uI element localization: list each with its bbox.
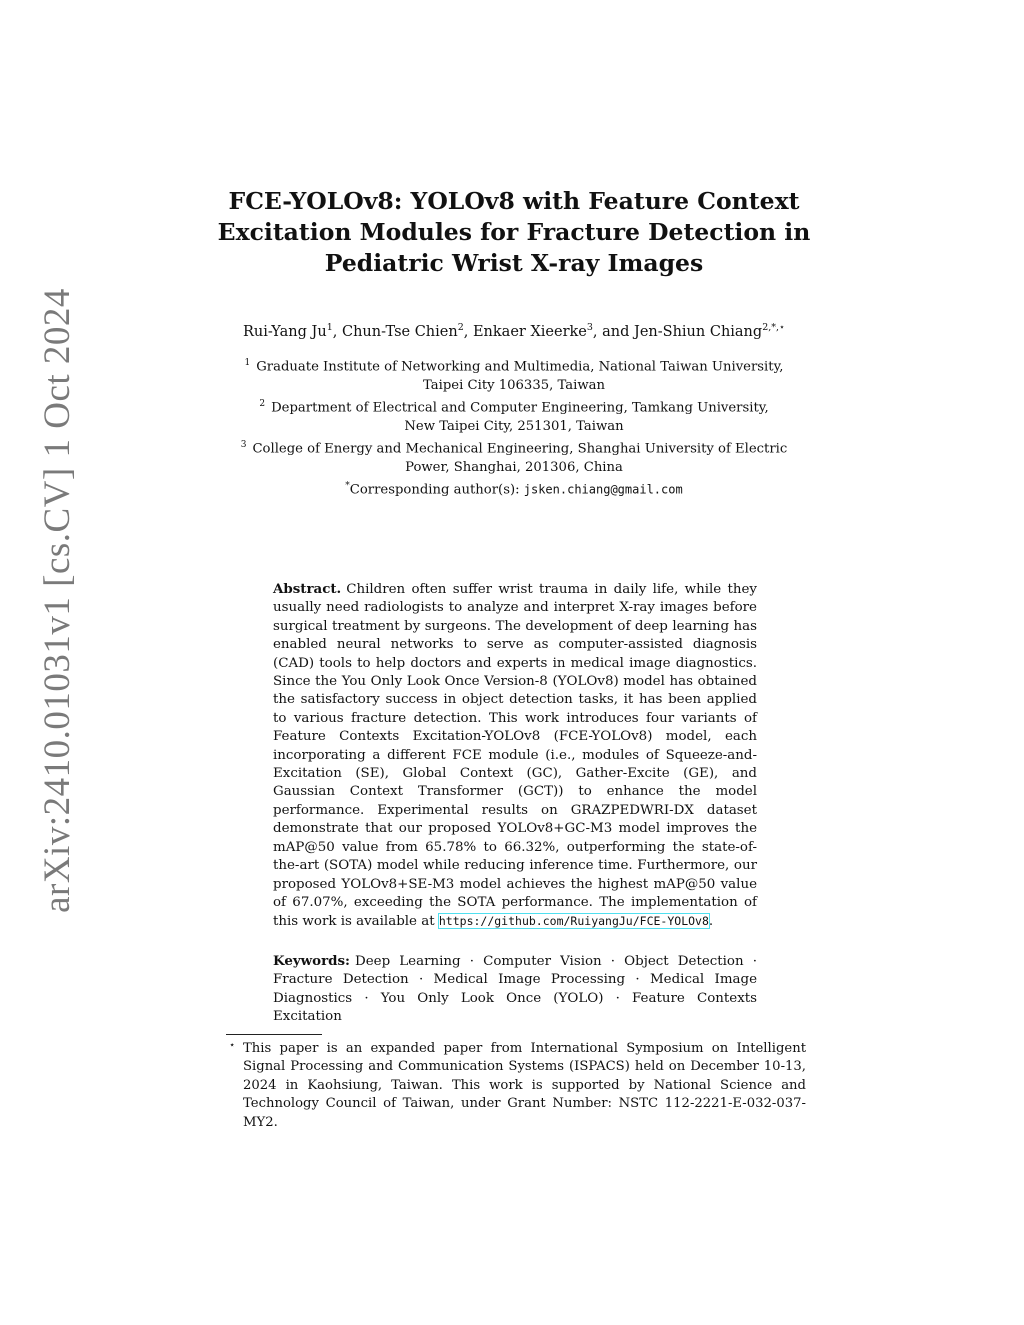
abstract-end: . [708, 914, 714, 930]
github-link[interactable]: https://github.com/RuiyangJu/FCE-YOLOv8 [438, 914, 709, 929]
affiliation-mark: 2 [259, 398, 266, 409]
footnote-text: This paper is an expanded paper from International Symposium on Intelligent Signal Processing and Communication Systems (ISPACS) held on December 10-13, 2024 in Kaohsiung, Taiwan. This work is supported by National Science and Technology Council of Taiwan, under Grant Number: NSTC 112-2221-E-032-037-MY2. [243, 1041, 806, 1130]
author-name: Enkaer Xieerke [472, 323, 587, 340]
affiliation-text: College of Energy and Mechanical Engineering, Shanghai University of Electric [252, 441, 788, 457]
author-affil-mark: 2 [457, 322, 464, 333]
title-line: Excitation Modules for Fracture Detection in [217, 218, 811, 246]
title-line: Pediatric Wrist X-ray Images [324, 249, 704, 277]
footnote-mark: ⋆ [229, 1040, 236, 1051]
arxiv-stamp-text: arXiv:2410.01031v1 [cs.CV] 1 Oct 2024 [36, 287, 78, 913]
keywords-label: Keywords: [273, 953, 351, 969]
corresponding-mark: * [345, 480, 350, 491]
affiliation-line [218, 436, 810, 459]
abstract-label: Abstract. [273, 581, 342, 597]
arxiv-side-stamp [22, 270, 92, 930]
abstract-text: Children often suffer wrist trauma in daily life, while they usually need radiologists to analyze and interpret X-ray images before surgical treatment by surgeons. The development of deep learning has enabled neural networks to serve as computer-assisted diagnosis (CAD) tools to help doctors and experts in medical image diagnostics. Since the You Only Look Once Version-8 (YOLOv8) model has obtained the satisfactory success in object detection tasks, it has been applied to various fracture detection. This work introduces four variants of Feature Contexts Excitation-YOLOv8 (FCE-YOLOv8) model, each incorporating a different FCE module (i.e., modules of Squeeze-and-Excitation (SE), Global Context (GC), Gather-Excite (GE), and Gaussian Context Transformer (GCT)) to enhance the model performance. Experimental results on GRAZPEDWRI-DX dataset demonstrate that our proposed YOLOv8+GC-M3 model improves the mAP@50 value from 65.78% to 66.32%, outperforming the state-of-the-art (SOTA) model while reducing inference time. Furthermore, our proposed YOLOv8+SE-M3 model achieves the highest mAP@50 value of 67.07%, exceeding the SOTA performance. The implementation of this work is available at [273, 582, 757, 930]
author-name: Jen-Shiun Chiang [634, 323, 763, 340]
author-name: Chun-Tse Chien [341, 323, 458, 340]
paper-title [200, 186, 828, 279]
keywords-text: Deep Learning · Computer Vision · Object Detection · Fracture Detection · Medical Image Processing · Medical Image Diagnostics · You Only Look Once (YOLO) · Feature Contexts Excitation [273, 954, 757, 1025]
affiliation-list [218, 354, 810, 500]
author-affil-mark: 3 [586, 322, 593, 333]
affiliation-text: Graduate Institute of Networking and Multimedia, National Taiwan University, [256, 359, 784, 375]
affiliation-line: Power, Shanghai, 201306, China [405, 459, 623, 475]
author-affil-mark: 2,*,⋆ [762, 322, 785, 333]
author-separator: , and [592, 323, 635, 340]
corresponding-email[interactable]: jsken.chiang@gmail.com [523, 482, 683, 497]
affiliation-line: Taipei City 106335, Taiwan [423, 377, 605, 393]
affiliation-mark: 1 [244, 358, 251, 368]
affiliation-line: New Taipei City, 251301, Taiwan [404, 418, 624, 434]
title-line: FCE-YOLOv8: YOLOv8 with Feature Context [228, 187, 800, 215]
author-separator: , [332, 323, 342, 340]
author-list [200, 318, 828, 342]
affiliation-text: Department of Electrical and Computer Engineering, Tamkang University, [271, 400, 769, 416]
corresponding-label: Corresponding author(s): [349, 482, 524, 498]
author-affil-mark: 1 [326, 322, 333, 333]
abstract-section [273, 580, 757, 932]
affiliation-line [218, 354, 810, 377]
affiliation-mark: 3 [240, 439, 247, 450]
author-name: Rui-Yang Ju [243, 323, 327, 340]
footnote [226, 1040, 806, 1132]
footnote-divider [226, 1034, 322, 1035]
author-separator: , [463, 323, 473, 340]
affiliation-line [218, 395, 810, 418]
keywords-section [273, 952, 757, 1027]
corresponding-author [218, 477, 810, 500]
